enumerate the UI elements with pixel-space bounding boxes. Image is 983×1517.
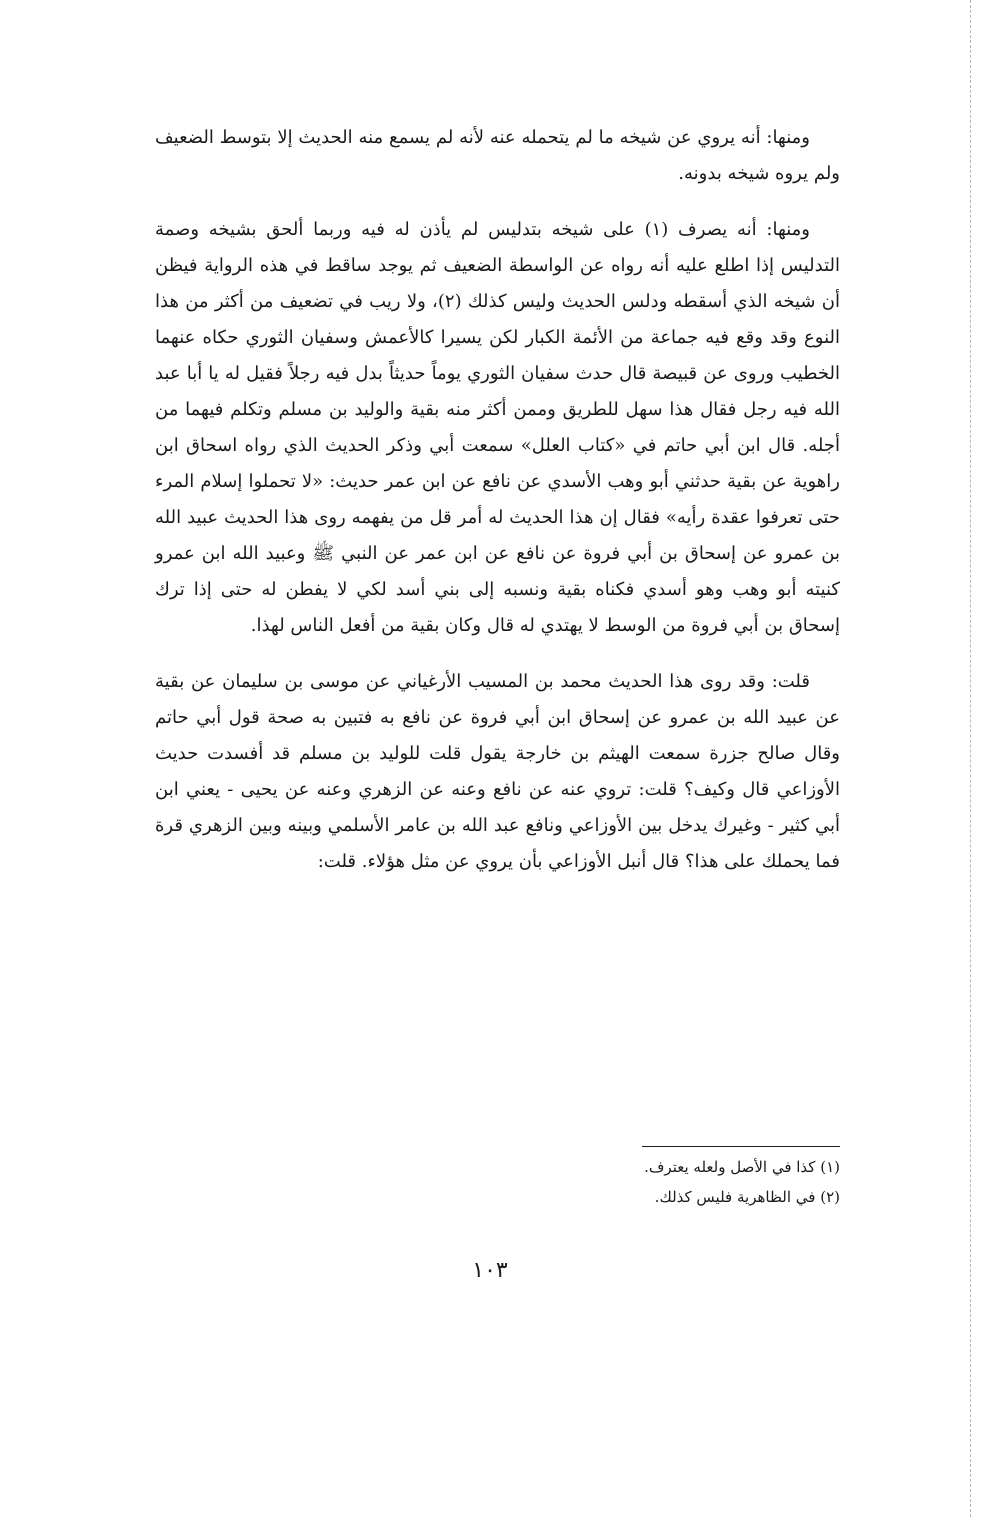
paragraph-2: ومنها: أنه يصرف (١) على شيخه بتدليس لم يأذن له فيه وربما ألحق بشيخه وصمة التدليس إذا اطلع عليه أنه رواه عن الواسطة الضعيف ثم يوجد ساقط في هذه الرواية فيظن أن شيخه الذي أسقطه ودلس الحديث وليس كذلك (٢)، ولا ريب في تضعيف من أكثر من هذا النوع وقد وقع فيه جماعة من الأئمة الكبار لكن يسيرا كالأعمش وسفيان الثوري حكاه عنهما الخطيب وروى عن قبيصة قال حدث سفيان الثوري يوماً حديثاً بدل فيه رجلاً فقيل له يا أبا عبد الله فيه رجل فقال هذا سهل للطريق وممن أكثر منه بقية والوليد بن مسلم وتكلم فيهما من أجله. قال ابن أبي حاتم في «كتاب العلل» سمعت أبي وذكر الحديث الذي رواه اسحاق ابن راهوية عن بقية حدثني أبو وهب الأسدي عن نافع عن ابن عمر حديث: «لا تحملوا إسلام المرء حتى تعرفوا عقدة رأيه» فقال إن هذا الحديث له أمر قل من يفهمه روى هذا الحديث عبيد الله بن عمرو عن إسحاق بن أبي فروة عن نافع عن ابن عمر عن النبي ﷺ وعبيد الله ابن عمرو كنيته أبو وهب وهو أسدي فكناه بقية ونسبه إلى بني أسد لكي لا يفطن له حتى إذا ترك إسحاق بن أبي فروة من الوسط لا يهتدي له قال وكان بقية من أفعل الناس لهذا.: [155, 219, 840, 636]
footnote-separator: [642, 1146, 840, 1147]
footnote-2: (٢) في الظاهرية فليس كذلك.: [654, 1188, 840, 1206]
footnotes: [340, 1152, 840, 1212]
footnote-1: (١) كذا في الأصل ولعله يعترف.: [644, 1158, 840, 1176]
paragraph-3: قلت: وقد روى هذا الحديث محمد بن المسيب الأرغياني عن موسى بن سليمان عن بقية عن عبيد الله بن عمرو عن إسحاق ابن أبي فروة عن نافع به فتبين به صحة قول أبي حاتم وقال صالح جزرة سمعت الهيثم بن خارجة يقول قلت للوليد بن مسلم قد أفسدت حديث الأوزاعي قال وكيف؟ قلت: تروي عنه عن نافع وعنه عن الزهري وعنه عن يحيى - يعني ابن أبي كثير - وغيرك يدخل بين الأوزاعي ونافع عبد الله بن عامر الأسلمي وبينه وبين الزهري قرة فما يحملك على هذا؟ قال أنبل الأوزاعي بأن يروي عن مثل هؤلاء. قلت:: [155, 671, 840, 872]
paragraph-1: ومنها: أنه يروي عن شيخه ما لم يتحمله عنه لأنه لم يسمع منه الحديث إلا بتوسط الضعيف ولم يروه شيخه بدونه.: [155, 127, 840, 184]
page-number: ١٠٣: [472, 1258, 508, 1283]
scan-edge-line: [970, 0, 971, 1517]
page-body: [155, 120, 840, 880]
